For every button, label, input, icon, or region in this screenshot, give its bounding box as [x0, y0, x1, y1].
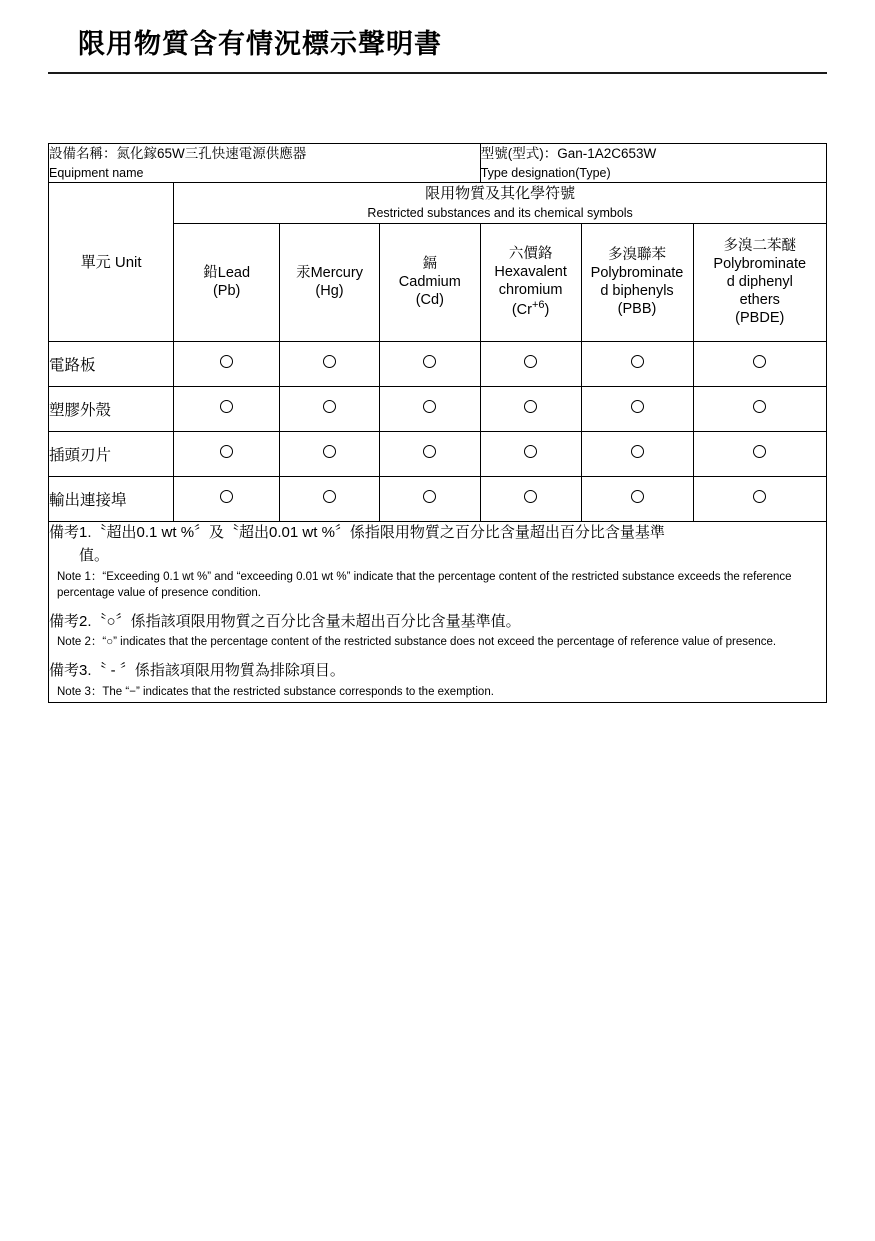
note-2-cn: 備考2.〝○〞係指該項限用物質之百分比含量未超出百分比含量基準值。: [49, 612, 521, 630]
note-2-en: Note 2：“○” indicates that the percentage content of the restricted substance does not exceed the percentage of reference value of presence.: [57, 636, 777, 649]
substance-pbde-line-3: d diphenyl: [726, 274, 793, 290]
table-row: [49, 341, 827, 386]
substance-pbde-line-1: 多溴二苯醚: [723, 237, 796, 254]
title-block: [48, 28, 827, 74]
mark-cell: [581, 431, 693, 476]
mark-cell: [280, 386, 380, 431]
note-3-cn: 備考3.〝 - 〞係指該項限用物質為排除項目。: [49, 662, 345, 680]
mark-cell: [581, 341, 693, 386]
mark-cell: [174, 431, 280, 476]
circle-icon: [220, 400, 233, 413]
unit-name-cell: 塑膠外殼: [49, 386, 174, 431]
substance-chromium-line-1: 六價鉻: [508, 245, 553, 262]
type-designation-en: Type designation(Type): [480, 165, 611, 180]
circle-icon: [423, 445, 436, 458]
rohs-table-container: [48, 143, 827, 703]
mark-cell: [581, 386, 693, 431]
circle-icon: [423, 490, 436, 503]
substance-cadmium-line-3: (Cd): [415, 292, 444, 309]
unit-name-cell: 輸出連接埠: [49, 476, 174, 521]
mark-cell: [693, 341, 826, 386]
substance-chromium-line-3: chromium: [498, 282, 563, 299]
note-1-cn-line-1: 備考1.〝超出0.1 wt %〞及〝超出0.01 wt %〞係指限用物質之百分比含量超出百分比含量基準: [49, 523, 665, 541]
equipment-name-cn: 設備名稱：氮化鎵65W三孔快速電源供應器: [49, 146, 307, 161]
mark-cell: [174, 386, 280, 431]
circle-icon: [753, 445, 766, 458]
substance-chromium-line-4: $(Cr^{+6})$: [511, 299, 550, 319]
substance-header-lead: [174, 223, 280, 341]
rohs-declaration-table: [48, 143, 827, 703]
substance-pbb-line-2: Polybrominate: [590, 264, 684, 281]
mark-cell: [379, 431, 480, 476]
circle-icon: [423, 400, 436, 413]
mark-cell: [174, 341, 280, 386]
page-title: 限用物質含有情況標示聲明書: [78, 29, 442, 59]
circle-icon: [323, 490, 336, 503]
circle-icon: [631, 355, 644, 368]
unit-header-label: 單元 Unit: [80, 254, 142, 272]
substance-pbb-line-4: (PBB): [617, 301, 657, 318]
restricted-banner-en: Restricted substances and its chemical symbols: [367, 206, 633, 221]
circle-icon: [524, 355, 537, 368]
circle-icon: [753, 490, 766, 503]
substance-pbde-line-4: ethers: [739, 292, 780, 309]
substance-chromium-line-2: Hexavalent: [494, 264, 567, 281]
substance-header-pbde: [693, 223, 826, 341]
note-3: [49, 660, 826, 700]
circle-icon: [423, 355, 436, 368]
substance-header-hexavalent-chromium: [480, 223, 581, 341]
title-divider: [48, 72, 827, 74]
substance-mercury-line-1: 汞Mercury: [296, 264, 363, 281]
table-row: [49, 386, 827, 431]
mark-cell: [693, 476, 826, 521]
type-designation-cell: [480, 144, 826, 183]
substance-pbb-line-1: 多溴聯苯: [608, 246, 667, 263]
substance-lead-line-1: 鉛Lead: [203, 264, 251, 281]
substance-cadmium-line-1: 鎘: [422, 255, 438, 272]
restricted-banner-cn: 限用物質及其化學符號: [425, 184, 576, 202]
mark-cell: [693, 431, 826, 476]
circle-icon: [220, 445, 233, 458]
substance-cadmium-line-2: Cadmium: [398, 274, 461, 290]
circle-icon: [753, 400, 766, 413]
mark-cell: [581, 476, 693, 521]
note-1: [49, 522, 826, 602]
circle-icon: [524, 400, 537, 413]
mark-cell: [379, 341, 480, 386]
mark-cell: [174, 476, 280, 521]
unit-header-cell: [49, 182, 174, 341]
mark-cell: [480, 341, 581, 386]
substance-pbde-line-2: Polybrominate: [713, 255, 807, 272]
circle-icon: [524, 490, 537, 503]
mark-cell: [480, 476, 581, 521]
circle-icon: [323, 445, 336, 458]
type-designation-cn: 型號(型式)：Gan-1A2C653W: [480, 146, 657, 161]
mark-cell: [280, 476, 380, 521]
notes-cell: [49, 521, 827, 703]
mark-cell: [379, 476, 480, 521]
mark-cell: [480, 386, 581, 431]
table-row-notes: [49, 521, 827, 703]
table-row-substances-banner: [49, 182, 827, 223]
note-3-en: Note 3：The “−” indicates that the restricted substance corresponds to the exemption.: [57, 685, 494, 698]
mark-cell: [379, 386, 480, 431]
mark-cell: [280, 341, 380, 386]
substance-header-mercury: [280, 223, 380, 341]
circle-icon: [753, 355, 766, 368]
mark-cell: [280, 431, 380, 476]
circle-icon: [220, 490, 233, 503]
restricted-substances-banner: [174, 182, 827, 223]
substance-header-pbb: [581, 223, 693, 341]
circle-icon: [323, 355, 336, 368]
table-row-equipment: [49, 144, 827, 183]
substance-lead-line-2: (Pb): [212, 283, 241, 300]
substance-pbb-line-3: d biphenyls: [600, 283, 674, 300]
substance-header-cadmium: [379, 223, 480, 341]
note-1-cn-line-2: 值。: [79, 547, 110, 565]
equipment-name-cell: [49, 144, 481, 183]
substance-mercury-line-2: (Hg): [315, 283, 344, 300]
note-1-en: Note 1：“Exceeding 0.1 wt %” and “exceeding 0.01 wt %” indicate that the percentage content of the restricted substance exceeds the reference percentage value of presence condition.: [57, 570, 792, 600]
mark-cell: [693, 386, 826, 431]
note-2: [49, 611, 826, 651]
mark-cell: [480, 431, 581, 476]
circle-icon: [524, 445, 537, 458]
circle-icon: [323, 400, 336, 413]
equipment-name-en: Equipment name: [49, 165, 144, 180]
table-row: [49, 476, 827, 521]
unit-name-cell: 電路板: [49, 341, 174, 386]
unit-name-cell: 插頭刃片: [49, 431, 174, 476]
circle-icon: [631, 445, 644, 458]
table-row: [49, 431, 827, 476]
circle-icon: [220, 355, 233, 368]
circle-icon: [631, 400, 644, 413]
circle-icon: [631, 490, 644, 503]
substance-pbde-line-5: (PBDE): [735, 310, 785, 327]
